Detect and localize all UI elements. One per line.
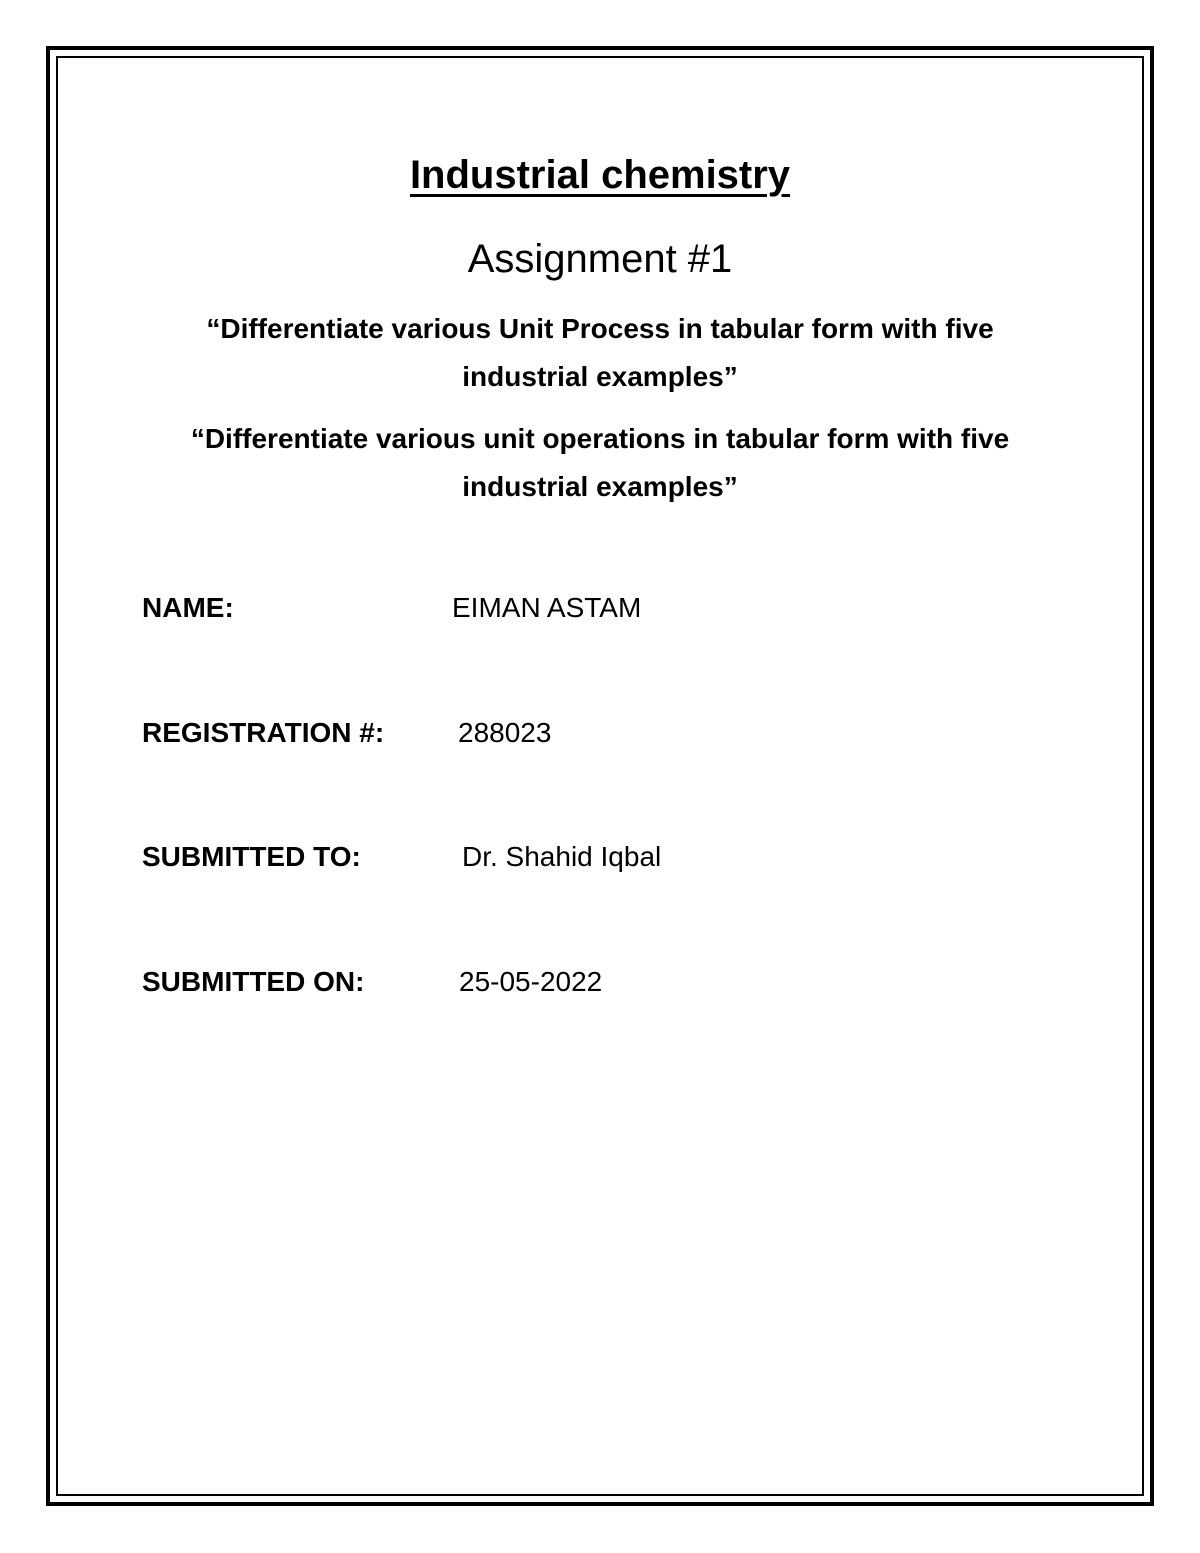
registration-value: 288023 bbox=[458, 717, 552, 748]
submitted-on-value: 25-05-2022 bbox=[459, 966, 603, 997]
assignment-topic-1: “Differentiate various Unit Process in tabular form with five industrial examples” bbox=[206, 313, 994, 392]
document-title bbox=[0, 150, 1200, 200]
submitted-to-label: SUBMITTED TO: bbox=[142, 841, 361, 872]
submitted-to-value: Dr. Shahid Iqbal bbox=[462, 841, 662, 872]
name-value: EIMAN ASTAM bbox=[452, 592, 642, 623]
name-label: NAME: bbox=[142, 592, 234, 623]
submitted-on-label: SUBMITTED ON: bbox=[142, 966, 365, 997]
document-title-text: Industrial chemistry bbox=[409, 153, 791, 197]
assignment-topic-2: “Differentiate various unit operations in tabular form with five industrial examples” bbox=[190, 423, 1010, 502]
registration-label: REGISTRATION #: bbox=[142, 717, 385, 748]
assignment-number: Assignment #1 bbox=[467, 237, 733, 281]
